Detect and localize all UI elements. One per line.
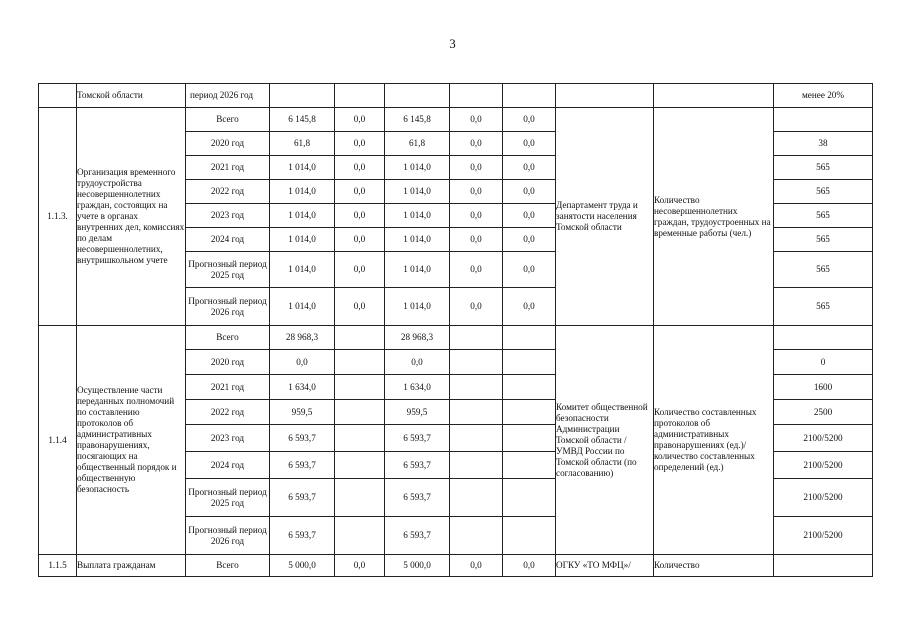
value-cell: 0,0 [450, 132, 503, 156]
total-cell: 6 145,8 [270, 108, 335, 132]
value-cell: 0,0 [335, 555, 385, 577]
value-cell: 6 593,7 [385, 425, 450, 452]
value-cell: 0,0 [335, 252, 385, 288]
value-cell: 1 014,0 [385, 288, 450, 326]
value-cell: 1 014,0 [385, 204, 450, 228]
value-cell: 6 593,7 [385, 452, 450, 479]
period-cell: 2020 год [186, 350, 270, 375]
item-number: 1.1.4 [39, 326, 77, 555]
total-cell: 1 014,0 [270, 156, 335, 180]
executor-cell: ОГКУ «ТО МФЦ»/ [556, 555, 654, 577]
indicator-value [774, 108, 873, 132]
period-cell: 2024 год [186, 228, 270, 252]
value-cell: 0,0 [335, 288, 385, 326]
value-cell: 0,0 [335, 156, 385, 180]
table-row [39, 555, 873, 577]
value-cell: 0,0 [503, 204, 556, 228]
indicator-value: 565 [774, 288, 873, 326]
period-cell: 2020 год [186, 132, 270, 156]
indicator-value: 2100/5200 [774, 452, 873, 479]
value-cell: 0,0 [335, 204, 385, 228]
indicator-value: 565 [774, 228, 873, 252]
period-cell: 2021 год [186, 375, 270, 400]
item-description: Выплата гражданам [77, 555, 186, 577]
indicator-cell: Количество несовершеннолетних граждан, трудоустроенных на временные работы (чел.) [654, 108, 774, 326]
value-cell: 1 014,0 [385, 156, 450, 180]
indicator-value: 2500 [774, 400, 873, 425]
total-cell: 5 000,0 [270, 555, 335, 577]
value-cell: 28 968,3 [385, 326, 450, 350]
total-cell: 1 014,0 [270, 180, 335, 204]
indicator-value: 2100/5200 [774, 425, 873, 452]
value-cell: 5 000,0 [385, 555, 450, 577]
row0-desc: Томской области [77, 84, 186, 108]
total-cell: 61,8 [270, 132, 335, 156]
total-cell: 0,0 [270, 350, 335, 375]
value-cell: 0,0 [450, 156, 503, 180]
period-cell: 2021 год [186, 156, 270, 180]
period-cell: 2023 год [186, 425, 270, 452]
value-cell: 6 145,8 [385, 108, 450, 132]
item-number: 1.1.3. [39, 108, 77, 326]
value-cell: 61,8 [385, 132, 450, 156]
table-row [39, 84, 873, 108]
value-cell: 0,0 [450, 108, 503, 132]
indicator-value [774, 326, 873, 350]
table-row [39, 326, 873, 350]
indicator-value: 565 [774, 252, 873, 288]
value-cell: 0,0 [450, 180, 503, 204]
value-cell: 959,5 [385, 400, 450, 425]
period-cell: 2023 год [186, 204, 270, 228]
value-cell: 1 014,0 [385, 252, 450, 288]
period-cell: Всего [186, 108, 270, 132]
value-cell: 0,0 [335, 180, 385, 204]
period-cell: Прогнозный период 2025 год [186, 252, 270, 288]
indicator-value: 1600 [774, 375, 873, 400]
value-cell: 0,0 [503, 156, 556, 180]
total-cell: 6 593,7 [270, 479, 335, 517]
value-cell: 0,0 [385, 350, 450, 375]
indicator-value: 565 [774, 204, 873, 228]
item-description: Организация временного трудоустройства несовершеннолетних граждан, состоящих на учете в органах внутренних дел, комиссиях по делам несовершеннолетних, внутришкольном учете [77, 108, 186, 326]
indicator-value: 2100/5200 [774, 517, 873, 555]
value-cell: 0,0 [503, 180, 556, 204]
indicator-value: 565 [774, 156, 873, 180]
period-cell: Всего [186, 555, 270, 577]
row0-indicator-value: менее 20% [774, 84, 873, 108]
value-cell: 0,0 [335, 228, 385, 252]
indicator-value: 565 [774, 180, 873, 204]
period-cell: Прогнозный период 2025 год [186, 479, 270, 517]
period-cell: 2022 год [186, 180, 270, 204]
period-cell: Прогнозный период 2026 год [186, 288, 270, 326]
value-cell: 0,0 [450, 228, 503, 252]
value-cell: 1 634,0 [385, 375, 450, 400]
value-cell: 0,0 [503, 132, 556, 156]
value-cell: 0,0 [450, 288, 503, 326]
value-cell: 0,0 [335, 132, 385, 156]
value-cell: 0,0 [503, 228, 556, 252]
value-cell: 0,0 [503, 555, 556, 577]
executor-cell: Департамент труда и занятости населения Томской области [556, 108, 654, 326]
value-cell: 1 014,0 [385, 180, 450, 204]
total-cell: 1 014,0 [270, 288, 335, 326]
indicator-value: 2100/5200 [774, 479, 873, 517]
value-cell: 0,0 [503, 108, 556, 132]
value-cell: 0,0 [503, 288, 556, 326]
value-cell: 0,0 [450, 555, 503, 577]
page-number: 3 [449, 36, 456, 51]
table-row [39, 108, 873, 132]
value-cell: 6 593,7 [385, 517, 450, 555]
indicator-value: 38 [774, 132, 873, 156]
period-cell: Всего [186, 326, 270, 350]
item-description: Осуществление части переданных полномочий по составлению протоколов об административных правонарушениях, посягающих на общественный порядок и общественную безопасность [77, 326, 186, 555]
row0-period: период 2026 год [186, 84, 270, 108]
value-cell: 6 593,7 [385, 479, 450, 517]
value-cell: 0,0 [503, 252, 556, 288]
total-cell: 6 593,7 [270, 517, 335, 555]
indicator-value: 0 [774, 350, 873, 375]
total-cell: 1 634,0 [270, 375, 335, 400]
total-cell: 1 014,0 [270, 228, 335, 252]
period-cell: 2022 год [186, 400, 270, 425]
indicator-cell: Количество составленных протоколов об административных правонарушениях (ед.)/ количество составленных определений (ед.) [654, 326, 774, 555]
value-cell: 1 014,0 [385, 228, 450, 252]
total-cell: 28 968,3 [270, 326, 335, 350]
total-cell: 6 593,7 [270, 452, 335, 479]
value-cell: 0,0 [450, 204, 503, 228]
value-cell: 0,0 [335, 108, 385, 132]
executor-cell: Комитет общественной безопасности Администрации Томской области / УМВД России по Томской области (по согласованию) [556, 326, 654, 555]
indicator-cell: Количество [654, 555, 774, 577]
item-number: 1.1.5 [39, 555, 77, 577]
total-cell: 1 014,0 [270, 252, 335, 288]
value-cell: 0,0 [450, 252, 503, 288]
period-cell: Прогнозный период 2026 год [186, 517, 270, 555]
program-table [38, 83, 873, 577]
total-cell: 959,5 [270, 400, 335, 425]
total-cell: 6 593,7 [270, 425, 335, 452]
period-cell: 2024 год [186, 452, 270, 479]
total-cell: 1 014,0 [270, 204, 335, 228]
